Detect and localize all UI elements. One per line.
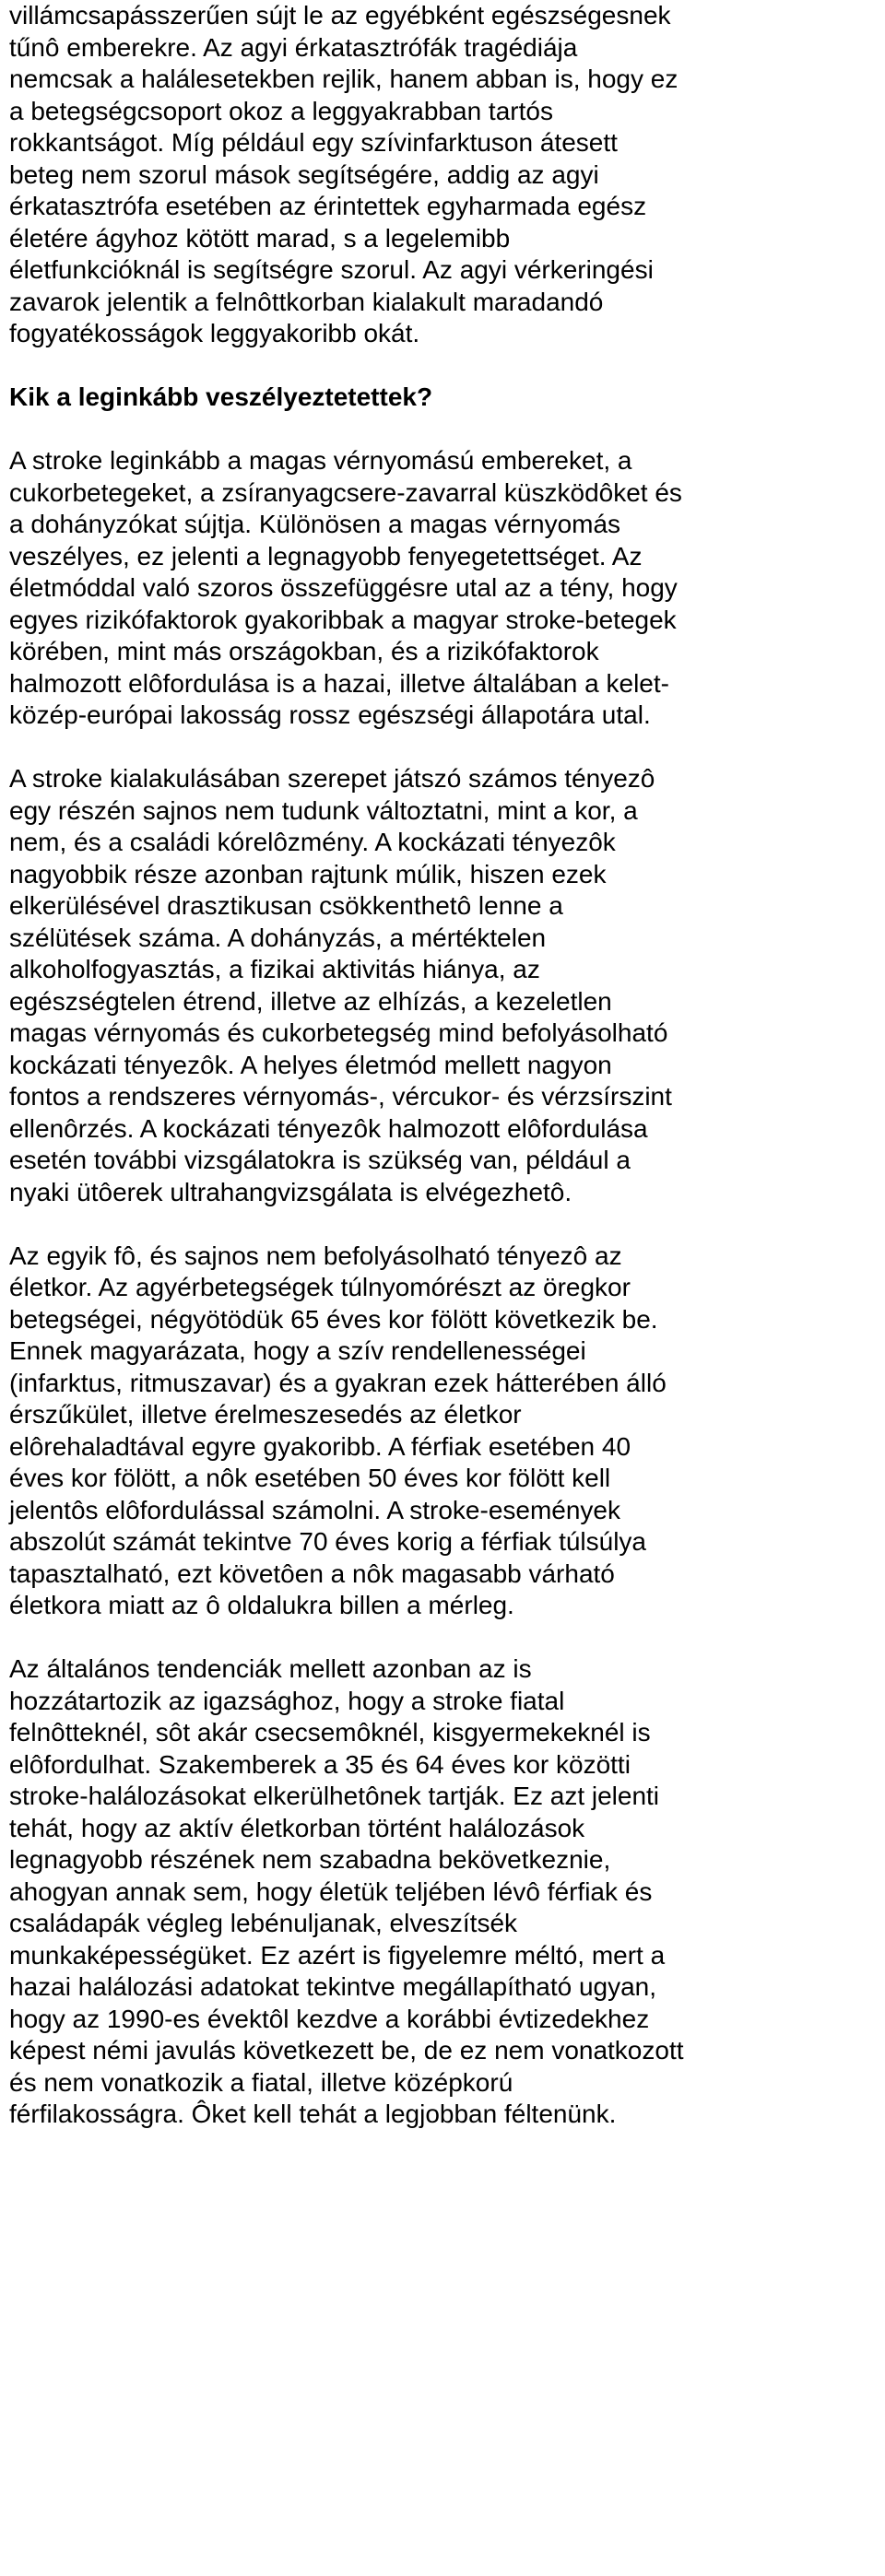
text-line: a betegségcsoport okoz a leggyakrabban tartós	[9, 96, 553, 125]
paragraph-gap	[9, 732, 880, 764]
text-line: beteg nem szorul mások segítségére, addig az agyi	[9, 159, 599, 189]
text-line: családapák végleg lebénuljanak, elveszítsék	[9, 1909, 518, 1937]
text-line: szélütések száma. A dohányzás, a mértéktelen	[9, 923, 547, 952]
text-line: rokkantságot. Míg például egy szívinfarktuson átesett	[9, 128, 618, 157]
text-line: és nem vonatkozik a fiatal, illetve középkorú	[9, 2067, 513, 2097]
text-line: Az általános tendenciák mellett azonban az is	[9, 1654, 532, 1683]
text-line: magas vérnyomás és cukorbetegség mind befolyásolható	[9, 1018, 668, 1047]
text-line: ellenôrzés. A kockázati tényezôk halmozott elôfordulása	[9, 1113, 648, 1143]
text-line: életkora miatt az ô oldalukra billen a mérleg.	[9, 1591, 514, 1619]
article-body	[9, 0, 880, 2131]
text-line: villámcsapásszerűen sújt le az egyébként egészségesnek	[9, 1, 671, 29]
text-line: egészségtelen étrend, illetve az elhízás, a kezeletlen	[9, 986, 612, 1016]
text-line: A stroke leginkább a magas vérnyomású embereket, a	[9, 446, 632, 475]
text-line: fontos a rendszeres vérnyomás-, vércukor- és vérzsírszint	[9, 1082, 672, 1111]
text-line: veszélyes, ez jelenti a legnagyobb fenyegetettséget. Az	[9, 541, 643, 570]
paragraph	[9, 445, 880, 732]
text-line: egyes rizikófaktorok gyakoribbak a magyar stroke-betegek	[9, 605, 677, 634]
text-line: életmóddal való szoros összefüggésre utal az a tény, hogy	[9, 573, 678, 602]
text-line: halmozott elôfordulása is a hazai, illetve általában a kelet-	[9, 668, 669, 698]
paragraph-gap	[9, 1622, 880, 1654]
paragraph-gap	[9, 1208, 880, 1241]
text-line: közép-európai lakosság rossz egészségi állapotára utal.	[9, 700, 651, 729]
text-line: életére ágyhoz kötött marad, s a legelemibb	[9, 223, 511, 253]
text-line: a dohányzókat sújtja. Különösen a magas vérnyomás	[9, 510, 621, 538]
text-line: stroke-halálozásokat elkerülhetônek tartják. Ez azt jelenti	[9, 1782, 660, 1810]
text-line: ahogyan annak sem, hogy életük teljében lévô férfiak és	[9, 1876, 653, 1906]
text-line: legnagyobb részének nem szabadna bekövetkeznie,	[9, 1845, 611, 1874]
text-line: (infarktus, ritmuszavar) és a gyakran ezek hátterében álló	[9, 1368, 667, 1397]
text-line: Kik a leginkább veszélyeztetettek?	[9, 382, 433, 411]
text-line: körében, mint más országokban, és a rizikófaktorok	[9, 637, 599, 665]
text-line: esetén további vizsgálatokra is szükség van, például a	[9, 1146, 631, 1174]
text-line: zavarok jelentik a felnôttkorban kialakult maradandó	[9, 287, 604, 316]
text-line: nyaki ütôerek ultrahangvizsgálata is elvégezhetô.	[9, 1177, 572, 1206]
paragraph-gap	[9, 414, 880, 446]
text-line: A stroke kialakulásában szerepet játszó számos tényezô	[9, 764, 655, 793]
text-line: életkor. Az agyérbetegségek túlnyomórészt az öregkor	[9, 1273, 631, 1301]
text-line: nemcsak a halálesetekben rejlik, hanem abban is, hogy ez	[9, 65, 678, 93]
text-line: életfunkcióknál is segítségre szorul. Az agyi vérkeringési	[9, 255, 654, 284]
text-line: érkatasztrófa esetében az érintettek egyharmada egész	[9, 192, 647, 220]
text-line: Ennek magyarázata, hogy a szív rendellenességei	[9, 1336, 586, 1365]
text-line: éves kor fölött, a nôk esetében 50 éves kor fölött kell	[9, 1464, 611, 1492]
section-heading	[9, 382, 880, 414]
text-line: elôrehaladtával egyre gyakoribb. A férfiak esetében 40	[9, 1431, 631, 1461]
text-line: tűnô emberekre. Az agyi érkatasztrófák tragédiája	[9, 32, 578, 62]
text-line: nem, és a családi kórelôzmény. A kockázati tényezôk	[9, 828, 616, 856]
text-line: tehát, hogy az aktív életkorban történt halálozások	[9, 1813, 585, 1842]
text-line: hozzátartozik az igazsághoz, hogy a stroke fiatal	[9, 1686, 565, 1715]
paragraph	[9, 1653, 880, 2131]
text-line: jelentôs elôfordulással számolni. A stroke-események	[9, 1495, 621, 1524]
text-line: cukorbetegeket, a zsíranyagcsere-zavarral küszködôket és	[9, 477, 682, 507]
text-line: érszűkület, illetve érelmeszesedés az életkor	[9, 1400, 522, 1429]
text-line: betegségei, négyötödük 65 éves kor fölött következik be.	[9, 1304, 658, 1334]
text-line: tapasztalható, ezt követôen a nôk magasabb várható	[9, 1559, 615, 1588]
text-line: nagyobbik része azonban rajtunk múlik, hiszen ezek	[9, 859, 607, 888]
text-line: Az egyik fô, és sajnos nem befolyásolható tényezô az	[9, 1241, 622, 1270]
text-line: hogy az 1990-es évektôl kezdve a korábbi évtizedekhez	[9, 2004, 650, 2033]
text-line: férfilakosságra. Ôket kell tehát a legjobban féltenünk.	[9, 2100, 617, 2128]
text-line: képest némi javulás következett be, de ez nem vonatkozott	[9, 2036, 684, 2064]
text-line: fogyatékosságok leggyakoribb okát.	[9, 319, 420, 347]
text-line: abszolút számát tekintve 70 éves korig a férfiak túlsúlya	[9, 1527, 647, 1556]
text-line: elôfordulhat. Szakemberek a 35 és 64 éves kor közötti	[9, 1749, 631, 1779]
paragraph	[9, 763, 880, 1208]
paragraph-gap	[9, 350, 880, 382]
text-line: alkoholfogyasztás, a fizikai aktivitás hiánya, az	[9, 955, 540, 983]
text-line: kockázati tényezôk. A helyes életmód mellett nagyon	[9, 1050, 612, 1079]
text-line: munkaképességüket. Ez azért is figyelemre méltó, mert a	[9, 1940, 666, 1970]
text-line: elkerülésével drasztikusan csökkenthetô lenne a	[9, 891, 563, 920]
text-line: felnôtteknél, sôt akár csecsemôknél, kisgyermekeknél is	[9, 1718, 651, 1747]
text-line: hazai halálozási adatokat tekintve megállapítható ugyan,	[9, 1972, 657, 2001]
paragraph	[9, 0, 880, 350]
text-line: egy részén sajnos nem tudunk változtatni, mint a kor, a	[9, 795, 638, 825]
paragraph	[9, 1241, 880, 1622]
